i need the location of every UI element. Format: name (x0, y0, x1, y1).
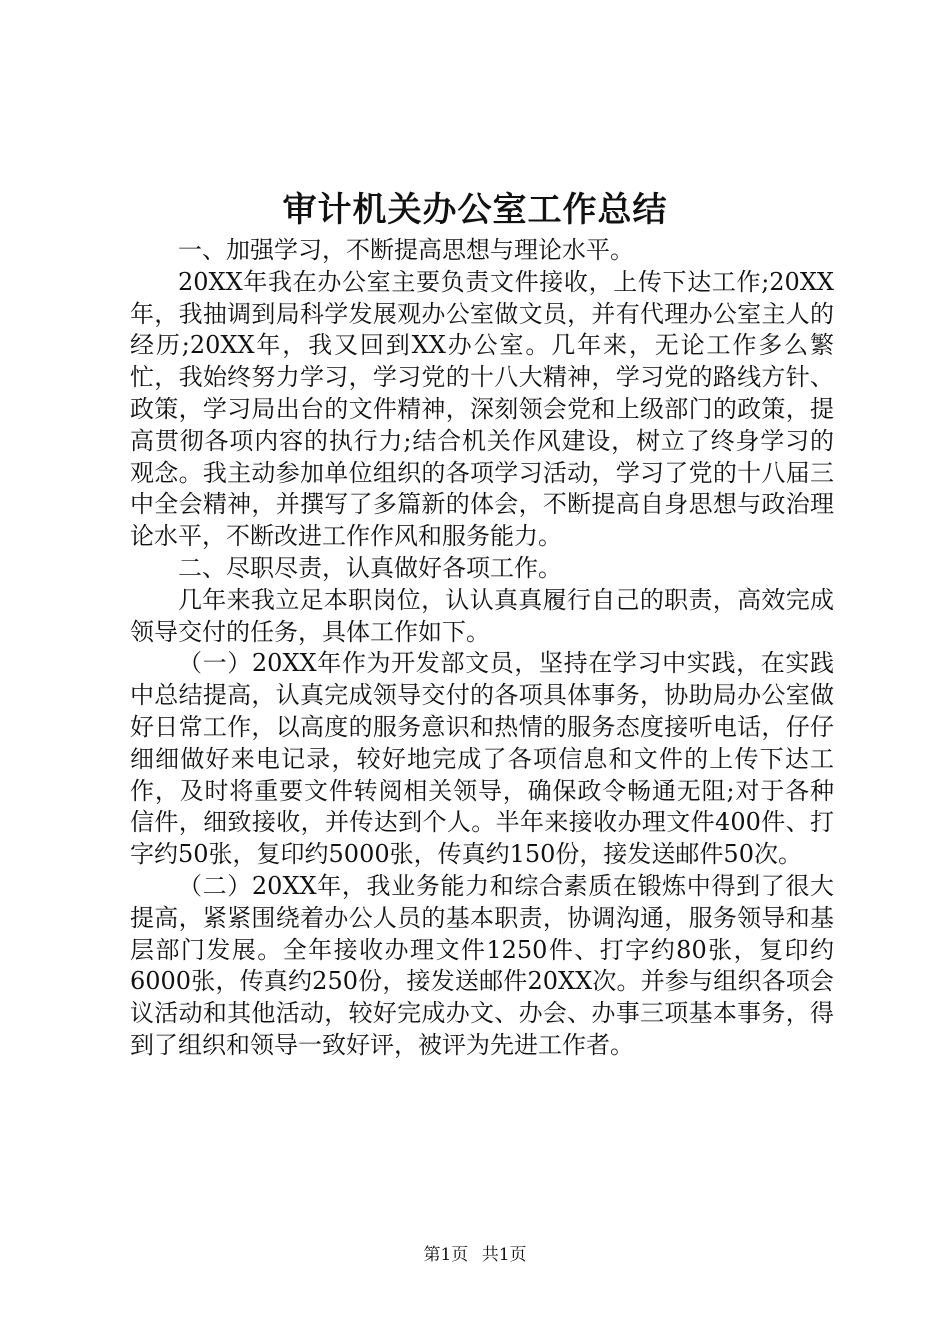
paragraph-1: 20XX年我在办公室主要负责文件接收，上传下达工作;20XX年，我抽调到局科学发展观办公室做文员，并有代理办公室主人的经历;20XX年，我又回到XX办公室。几年来，无论工作多么繁忙，我始终努力学习，学习党的十八大精神，学习党的路线方针、政策，学习局出台的文件精神，深刻领会党和上级部门的政策，提高贯彻各项内容的执行力;结合机关作风建设，树立了终身学习的观念。我主动参加单位组织的各项学习活动，学习了党的十八届三中全会精神，并撰写了多篇新的体会，不断提高自身思想与政治理论水平，不断改进工作作风和服务能力。 (130, 267, 834, 551)
section-heading-1: 一、加强学习，不断提高思想与理论水平。 (178, 236, 634, 264)
paragraph-4: （二）20XX年，我业务能力和综合素质在锻炼中得到了很大提高，紧紧围绕着办公人员的基本职责，协调沟通，服务领导和基层部门发展。全年接收办理文件1250件、打字约80张，复印约6000张，传真约250份，接发送邮件20XX次。并参与组织各项会议活动和其他活动，较好完成办文、办会、办事三项基本事务，得到了组织和领导一致好评，被评为先进工作者。 (130, 871, 834, 1059)
paragraph-2: 几年来我立足本职岗位，认认真真履行自己的职责，高效完成领导交付的任务，具体工作如下。 (130, 585, 834, 646)
page-count: 共1页 (481, 1245, 527, 1265)
document-title: 审计机关办公室工作总结 (282, 190, 668, 230)
page-footer (0, 1243, 950, 1267)
paragraph-3: （一）20XX年作为开发部文员，坚持在学习中实践，在实践中总结提高，认真完成领导交付的各项具体事务，协助局办公室做好日常工作，以高度的服务意识和热情的服务态度接听电话，仔仔细细做好来电记录，较好地完成了各项信息和文件的上传下达工作，及时将重要文件转阅相关领导，确保政令畅通无阻;对于各种信件，细致接收，并传达到个人。半年来接收办理文件400件、打字约50张，复印约5000张，传真约150份，接发送邮件50次。 (130, 649, 834, 869)
document-body (130, 235, 834, 1062)
page-number: 第1页 (423, 1245, 469, 1265)
section-heading-2: 二、尽职尽责，认真做好各项工作。 (178, 553, 562, 582)
